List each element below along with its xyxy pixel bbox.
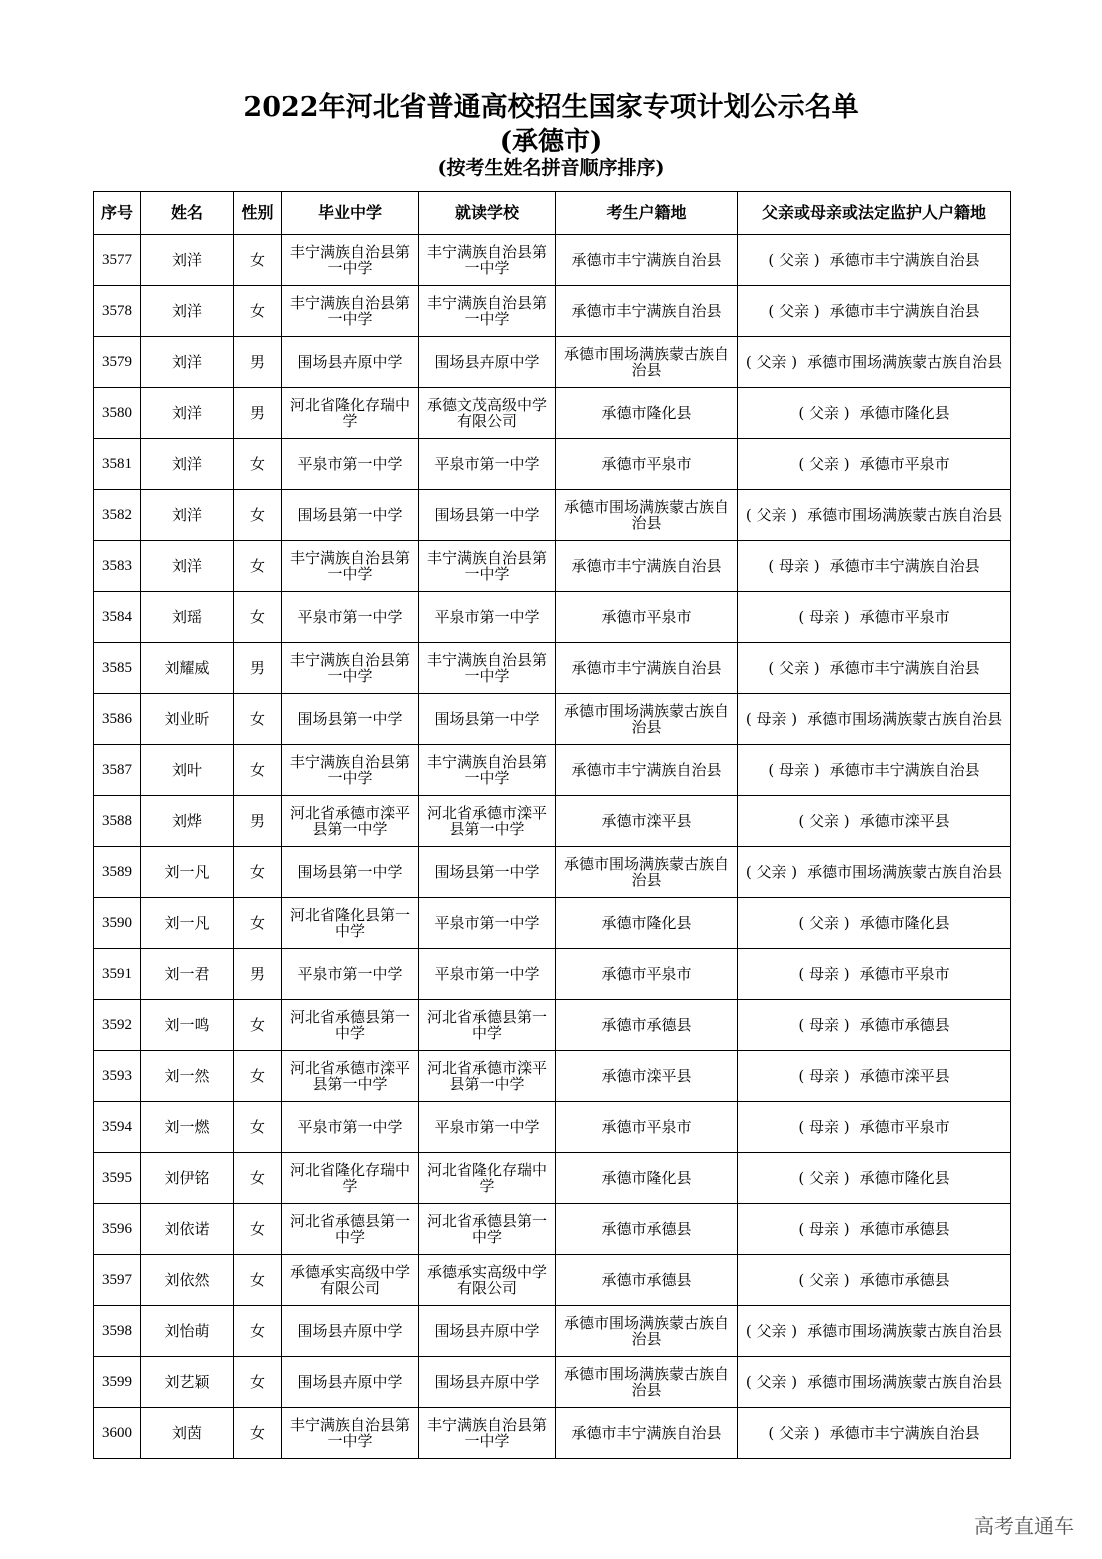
cell-seq: 3581 <box>94 439 141 490</box>
cell-current-school: 平泉市第一中学 <box>419 439 556 490</box>
cell-grad-school: 河北省承德市滦平县第一中学 <box>282 1051 419 1102</box>
table-row <box>94 1051 1011 1102</box>
cell-residence: 承德市滦平县 <box>556 796 738 847</box>
cell-seq: 3585 <box>94 643 141 694</box>
table-row <box>94 1357 1011 1408</box>
cell-current-school: 平泉市第一中学 <box>419 592 556 643</box>
cell-seq: 3577 <box>94 235 141 286</box>
cell-current-school: 围场县第一中学 <box>419 694 556 745</box>
cell-guardian-residence <box>738 1000 1011 1051</box>
cell-seq: 3578 <box>94 286 141 337</box>
cell-gender: 女 <box>234 1357 282 1408</box>
cell-gender: 男 <box>234 949 282 1000</box>
cell-current-school: 河北省承德县第一中学 <box>419 1204 556 1255</box>
cell-name: 刘伊铭 <box>141 1153 234 1204</box>
header-residence: 考生户籍地 <box>556 192 738 235</box>
cell-residence: 承德市平泉市 <box>556 1102 738 1153</box>
table-row <box>94 694 1011 745</box>
cell-residence: 承德市丰宁满族自治县 <box>556 235 738 286</box>
cell-current-school: 河北省承德市滦平县第一中学 <box>419 796 556 847</box>
guardian-place: 承德市丰宁满族自治县 <box>829 761 980 779</box>
cell-current-school: 丰宁满族自治县第一中学 <box>419 745 556 796</box>
cell-grad-school: 丰宁满族自治县第一中学 <box>282 286 419 337</box>
cell-name: 刘洋 <box>141 490 234 541</box>
cell-gender: 女 <box>234 541 282 592</box>
cell-seq: 3587 <box>94 745 141 796</box>
cell-gender: 女 <box>234 745 282 796</box>
cell-current-school: 平泉市第一中学 <box>419 898 556 949</box>
cell-guardian-residence <box>738 1051 1011 1102</box>
guardian-relation: ( 父亲 ) <box>768 251 820 269</box>
cell-current-school: 丰宁满族自治县第一中学 <box>419 286 556 337</box>
guardian-relation: ( 母亲 ) <box>798 1220 850 1238</box>
cell-seq: 3593 <box>94 1051 141 1102</box>
table-row <box>94 337 1011 388</box>
cell-guardian-residence <box>738 490 1011 541</box>
cell-residence: 承德市隆化县 <box>556 388 738 439</box>
cell-gender: 男 <box>234 388 282 439</box>
cell-name: 刘艺颖 <box>141 1357 234 1408</box>
cell-name: 刘依诺 <box>141 1204 234 1255</box>
cell-current-school: 河北省隆化存瑞中学 <box>419 1153 556 1204</box>
guardian-place: 承德市围场满族蒙古族自治县 <box>807 506 1003 524</box>
cell-guardian-residence <box>738 745 1011 796</box>
table-body <box>94 235 1011 1459</box>
guardian-place: 承德市隆化县 <box>859 404 950 422</box>
cell-gender: 女 <box>234 1153 282 1204</box>
header-grad-school: 毕业中学 <box>282 192 419 235</box>
cell-seq: 3594 <box>94 1102 141 1153</box>
guardian-place: 承德市围场满族蒙古族自治县 <box>807 863 1003 881</box>
header-current-school: 就读学校 <box>419 192 556 235</box>
cell-seq: 3583 <box>94 541 141 592</box>
cell-name: 刘耀威 <box>141 643 234 694</box>
cell-seq: 3600 <box>94 1408 141 1459</box>
cell-residence: 承德市丰宁满族自治县 <box>556 643 738 694</box>
cell-grad-school: 丰宁满族自治县第一中学 <box>282 541 419 592</box>
cell-guardian-residence <box>738 949 1011 1000</box>
cell-name: 刘怡萌 <box>141 1306 234 1357</box>
cell-residence: 承德市丰宁满族自治县 <box>556 1408 738 1459</box>
cell-guardian-residence <box>738 235 1011 286</box>
cell-gender: 女 <box>234 847 282 898</box>
cell-name: 刘一燃 <box>141 1102 234 1153</box>
table-row <box>94 286 1011 337</box>
cell-residence: 承德市围场满族蒙古族自治县 <box>556 847 738 898</box>
cell-name: 刘业昕 <box>141 694 234 745</box>
guardian-relation: ( 父亲 ) <box>745 863 798 881</box>
guardian-place: 承德市承德县 <box>859 1220 950 1238</box>
cell-gender: 女 <box>234 1408 282 1459</box>
cell-gender: 女 <box>234 1000 282 1051</box>
cell-name: 刘一凡 <box>141 898 234 949</box>
guardian-relation: ( 母亲 ) <box>768 557 820 575</box>
cell-grad-school: 河北省承德市滦平县第一中学 <box>282 796 419 847</box>
cell-seq: 3584 <box>94 592 141 643</box>
table-row <box>94 388 1011 439</box>
cell-current-school: 丰宁满族自治县第一中学 <box>419 1408 556 1459</box>
guardian-place: 承德市围场满族蒙古族自治县 <box>807 353 1003 371</box>
guardian-relation: ( 母亲 ) <box>768 761 820 779</box>
cell-residence: 承德市承德县 <box>556 1255 738 1306</box>
cell-name: 刘洋 <box>141 235 234 286</box>
cell-grad-school: 围场县卉原中学 <box>282 337 419 388</box>
cell-residence: 承德市承德县 <box>556 1204 738 1255</box>
cell-guardian-residence <box>738 592 1011 643</box>
guardian-relation: ( 母亲 ) <box>798 1118 850 1136</box>
cell-seq: 3582 <box>94 490 141 541</box>
cell-seq: 3580 <box>94 388 141 439</box>
cell-guardian-residence <box>738 847 1011 898</box>
cell-current-school: 丰宁满族自治县第一中学 <box>419 643 556 694</box>
cell-grad-school: 丰宁满族自治县第一中学 <box>282 745 419 796</box>
cell-guardian-residence <box>738 1408 1011 1459</box>
guardian-relation: ( 母亲 ) <box>798 608 850 626</box>
guardian-relation: ( 父亲 ) <box>768 659 820 677</box>
cell-grad-school: 承德承实高级中学有限公司 <box>282 1255 419 1306</box>
cell-residence: 承德市丰宁满族自治县 <box>556 745 738 796</box>
guardian-place: 承德市滦平县 <box>859 812 950 830</box>
cell-current-school: 围场县第一中学 <box>419 847 556 898</box>
cell-seq: 3588 <box>94 796 141 847</box>
cell-grad-school: 平泉市第一中学 <box>282 592 419 643</box>
cell-guardian-residence <box>738 694 1011 745</box>
guardian-relation: ( 父亲 ) <box>745 353 798 371</box>
guardian-relation: ( 父亲 ) <box>798 404 850 422</box>
cell-grad-school: 丰宁满族自治县第一中学 <box>282 643 419 694</box>
guardian-place: 承德市围场满族蒙古族自治县 <box>807 1373 1003 1391</box>
cell-gender: 女 <box>234 1051 282 1102</box>
cell-name: 刘洋 <box>141 337 234 388</box>
cell-gender: 女 <box>234 490 282 541</box>
cell-guardian-residence <box>738 1255 1011 1306</box>
guardian-place: 承德市丰宁满族自治县 <box>829 251 980 269</box>
cell-grad-school: 河北省承德县第一中学 <box>282 1000 419 1051</box>
table-row <box>94 796 1011 847</box>
cell-name: 刘叶 <box>141 745 234 796</box>
table-row <box>94 1306 1011 1357</box>
cell-name: 刘依然 <box>141 1255 234 1306</box>
guardian-place: 承德市丰宁满族自治县 <box>829 1424 980 1442</box>
cell-residence: 承德市围场满族蒙古族自治县 <box>556 1357 738 1408</box>
cell-current-school: 丰宁满族自治县第一中学 <box>419 235 556 286</box>
cell-seq: 3598 <box>94 1306 141 1357</box>
cell-gender: 男 <box>234 643 282 694</box>
cell-grad-school: 河北省承德县第一中学 <box>282 1204 419 1255</box>
guardian-place: 承德市隆化县 <box>859 914 950 932</box>
cell-residence: 承德市围场满族蒙古族自治县 <box>556 694 738 745</box>
cell-residence: 承德市平泉市 <box>556 949 738 1000</box>
cell-current-school: 承德承实高级中学有限公司 <box>419 1255 556 1306</box>
guardian-relation: ( 父亲 ) <box>798 1271 850 1289</box>
cell-guardian-residence <box>738 898 1011 949</box>
table-row <box>94 1204 1011 1255</box>
guardian-relation: ( 母亲 ) <box>798 965 850 983</box>
cell-residence: 承德市平泉市 <box>556 592 738 643</box>
table-row <box>94 439 1011 490</box>
header-gender: 性别 <box>234 192 282 235</box>
cell-gender: 女 <box>234 898 282 949</box>
guardian-relation: ( 父亲 ) <box>798 1169 850 1187</box>
cell-current-school: 围场县卉原中学 <box>419 1306 556 1357</box>
cell-residence: 承德市丰宁满族自治县 <box>556 541 738 592</box>
cell-guardian-residence <box>738 1153 1011 1204</box>
table-row <box>94 592 1011 643</box>
cell-gender: 女 <box>234 235 282 286</box>
guardian-relation: ( 父亲 ) <box>798 812 850 830</box>
guardian-place: 承德市丰宁满族自治县 <box>829 557 980 575</box>
cell-grad-school: 河北省隆化县第一中学 <box>282 898 419 949</box>
cell-name: 刘瑶 <box>141 592 234 643</box>
cell-grad-school: 平泉市第一中学 <box>282 439 419 490</box>
cell-guardian-residence <box>738 1306 1011 1357</box>
table-row <box>94 949 1011 1000</box>
table-row <box>94 490 1011 541</box>
cell-current-school: 围场县第一中学 <box>419 490 556 541</box>
guardian-relation: ( 父亲 ) <box>768 302 820 320</box>
cell-residence: 承德市平泉市 <box>556 439 738 490</box>
cell-gender: 女 <box>234 1204 282 1255</box>
cell-current-school: 平泉市第一中学 <box>419 949 556 1000</box>
cell-seq: 3579 <box>94 337 141 388</box>
cell-seq: 3592 <box>94 1000 141 1051</box>
guardian-relation: ( 父亲 ) <box>768 1424 820 1442</box>
table-row <box>94 745 1011 796</box>
table-row <box>94 541 1011 592</box>
guardian-relation: ( 母亲 ) <box>798 1016 850 1034</box>
table-row <box>94 898 1011 949</box>
cell-grad-school: 河北省隆化存瑞中学 <box>282 1153 419 1204</box>
cell-seq: 3586 <box>94 694 141 745</box>
cell-grad-school: 平泉市第一中学 <box>282 949 419 1000</box>
cell-grad-school: 围场县第一中学 <box>282 847 419 898</box>
roster-table <box>93 191 1011 1459</box>
guardian-place: 承德市围场满族蒙古族自治县 <box>807 710 1003 728</box>
cell-current-school: 河北省承德县第一中学 <box>419 1000 556 1051</box>
cell-name: 刘一然 <box>141 1051 234 1102</box>
cell-residence: 承德市围场满族蒙古族自治县 <box>556 1306 738 1357</box>
cell-guardian-residence <box>738 1204 1011 1255</box>
cell-residence: 承德市围场满族蒙古族自治县 <box>556 337 738 388</box>
sort-note: (按考生姓名拼音顺序排序) <box>437 157 665 179</box>
cell-grad-school: 丰宁满族自治县第一中学 <box>282 235 419 286</box>
cell-current-school: 平泉市第一中学 <box>419 1102 556 1153</box>
cell-guardian-residence <box>738 541 1011 592</box>
cell-name: 刘一君 <box>141 949 234 1000</box>
cell-gender: 男 <box>234 796 282 847</box>
table-row <box>94 1153 1011 1204</box>
cell-residence: 承德市围场满族蒙古族自治县 <box>556 490 738 541</box>
header-name: 姓名 <box>141 192 234 235</box>
cell-gender: 女 <box>234 286 282 337</box>
cell-name: 刘烨 <box>141 796 234 847</box>
cell-residence: 承德市滦平县 <box>556 1051 738 1102</box>
guardian-place: 承德市滦平县 <box>859 1067 950 1085</box>
cell-gender: 女 <box>234 1102 282 1153</box>
guardian-relation: ( 父亲 ) <box>798 455 850 473</box>
guardian-place: 承德市围场满族蒙古族自治县 <box>807 1322 1003 1340</box>
guardian-place: 承德市丰宁满族自治县 <box>829 302 980 320</box>
guardian-relation: ( 父亲 ) <box>745 1322 798 1340</box>
page-title: 2022年河北省普通高校招生国家专项计划公示名单 <box>243 92 859 123</box>
cell-current-school: 河北省承德市滦平县第一中学 <box>419 1051 556 1102</box>
cell-guardian-residence <box>738 286 1011 337</box>
cell-name: 刘一鸣 <box>141 1000 234 1051</box>
cell-gender: 女 <box>234 439 282 490</box>
cell-gender: 男 <box>234 337 282 388</box>
cell-gender: 女 <box>234 1255 282 1306</box>
guardian-relation: ( 父亲 ) <box>745 1373 798 1391</box>
table-row <box>94 1102 1011 1153</box>
guardian-place: 承德市平泉市 <box>859 608 950 626</box>
header-guardian-residence: 父亲或母亲或法定监护人户籍地 <box>738 192 1011 235</box>
table-row <box>94 1255 1011 1306</box>
cell-grad-school: 平泉市第一中学 <box>282 1102 419 1153</box>
cell-current-school: 围场县卉原中学 <box>419 337 556 388</box>
guardian-relation: ( 母亲 ) <box>745 710 798 728</box>
cell-name: 刘洋 <box>141 439 234 490</box>
guardian-place: 承德市平泉市 <box>859 965 950 983</box>
guardian-place: 承德市隆化县 <box>859 1169 950 1187</box>
cell-grad-school: 围场县第一中学 <box>282 490 419 541</box>
cell-name: 刘一凡 <box>141 847 234 898</box>
table-row <box>94 847 1011 898</box>
table-row <box>94 1408 1011 1459</box>
guardian-relation: ( 父亲 ) <box>798 914 850 932</box>
cell-guardian-residence <box>738 337 1011 388</box>
guardian-place: 承德市平泉市 <box>859 1118 950 1136</box>
table-header-row <box>94 192 1011 235</box>
table-row <box>94 643 1011 694</box>
cell-guardian-residence <box>738 643 1011 694</box>
cell-grad-school: 围场县卉原中学 <box>282 1306 419 1357</box>
cell-name: 刘洋 <box>141 286 234 337</box>
table-row <box>94 1000 1011 1051</box>
guardian-place: 承德市承德县 <box>859 1016 950 1034</box>
cell-grad-school: 河北省隆化存瑞中学 <box>282 388 419 439</box>
guardian-relation: ( 母亲 ) <box>798 1067 850 1085</box>
cell-name: 刘洋 <box>141 541 234 592</box>
guardian-relation: ( 父亲 ) <box>745 506 798 524</box>
cell-residence: 承德市隆化县 <box>556 898 738 949</box>
header-seq: 序号 <box>94 192 141 235</box>
cell-current-school: 围场县卉原中学 <box>419 1357 556 1408</box>
cell-current-school: 承德文茂高级中学有限公司 <box>419 388 556 439</box>
cell-gender: 女 <box>234 1306 282 1357</box>
cell-seq: 3597 <box>94 1255 141 1306</box>
guardian-place: 承德市平泉市 <box>859 455 950 473</box>
cell-guardian-residence <box>738 796 1011 847</box>
cell-gender: 女 <box>234 592 282 643</box>
cell-guardian-residence <box>738 439 1011 490</box>
cell-name: 刘茵 <box>141 1408 234 1459</box>
cell-residence: 承德市承德县 <box>556 1000 738 1051</box>
guardian-place: 承德市承德县 <box>859 1271 950 1289</box>
cell-grad-school: 围场县卉原中学 <box>282 1357 419 1408</box>
cell-gender: 女 <box>234 694 282 745</box>
cell-current-school: 丰宁满族自治县第一中学 <box>419 541 556 592</box>
cell-residence: 承德市隆化县 <box>556 1153 738 1204</box>
cell-grad-school: 丰宁满族自治县第一中学 <box>282 1408 419 1459</box>
cell-seq: 3591 <box>94 949 141 1000</box>
guardian-place: 承德市丰宁满族自治县 <box>829 659 980 677</box>
page-subtitle: (承德市) <box>499 127 603 157</box>
cell-seq: 3589 <box>94 847 141 898</box>
cell-grad-school: 围场县第一中学 <box>282 694 419 745</box>
cell-seq: 3599 <box>94 1357 141 1408</box>
cell-seq: 3596 <box>94 1204 141 1255</box>
cell-name: 刘洋 <box>141 388 234 439</box>
cell-guardian-residence <box>738 388 1011 439</box>
cell-guardian-residence <box>738 1357 1011 1408</box>
watermark: 高考直通车 <box>974 1514 1074 1538</box>
cell-guardian-residence <box>738 1102 1011 1153</box>
cell-seq: 3595 <box>94 1153 141 1204</box>
cell-residence: 承德市丰宁满族自治县 <box>556 286 738 337</box>
cell-seq: 3590 <box>94 898 141 949</box>
table-row <box>94 235 1011 286</box>
